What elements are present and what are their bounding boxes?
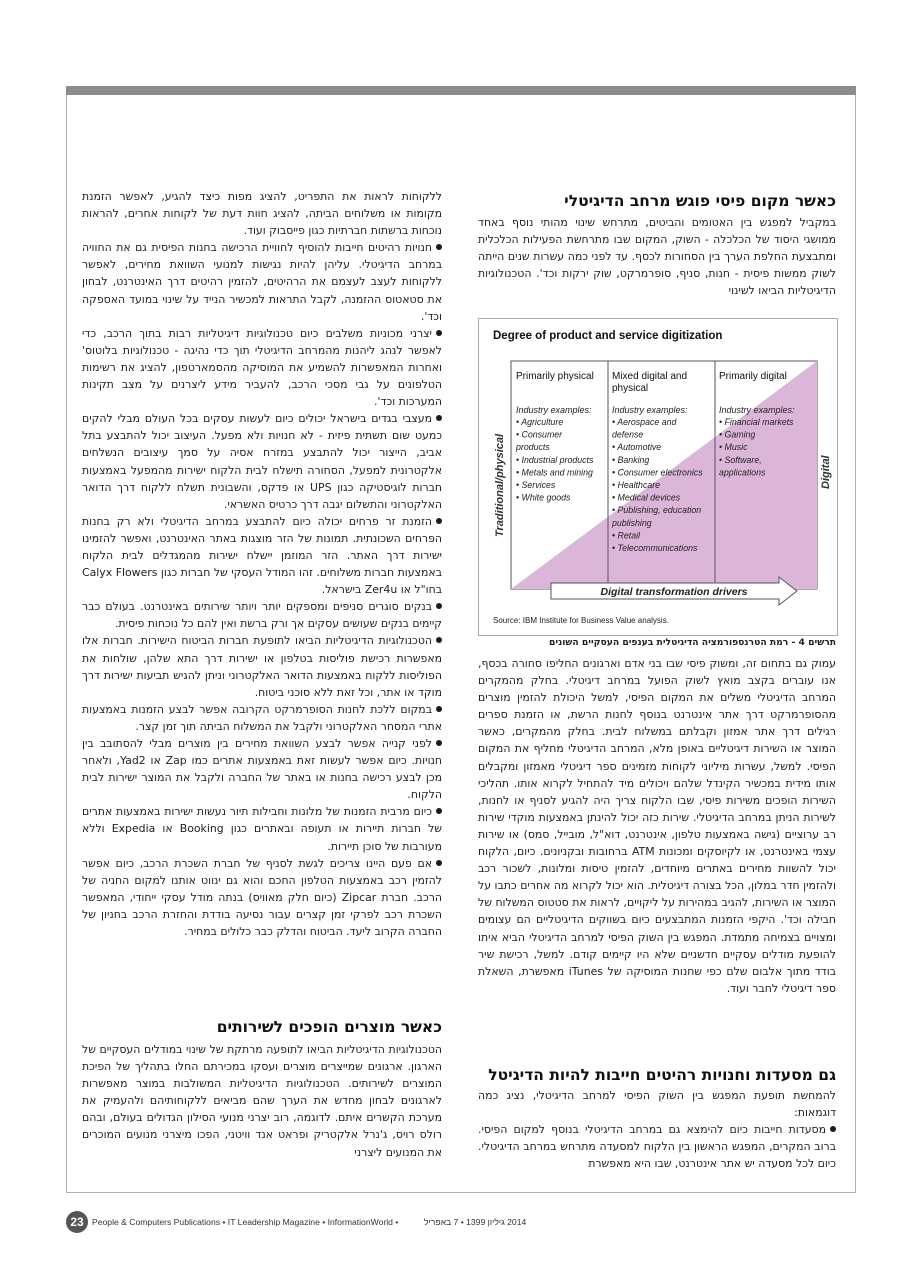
col1-title: Primarily physical xyxy=(516,371,594,382)
right-column-body xyxy=(478,655,836,997)
intro-paragraph: במקביל למפגש בין האטומים והביטים, מתרחש שינוי מהותי נוסף באחד ממושגי היסוד של הכלכלה - השוק, המקום שבו מתרחשת הפעילות הכלכלית ומתבצעת החלפת הערך בין הסחורות לכסף. עד לפני כמה עשרות שנים הייתה לשוק ממשות פיסית - חנות, סניף, סופרמרקט, שוק ירקות וכד'. הטכנולוגיות הדיגיטליות הביאו לשינוי xyxy=(478,216,836,298)
footer xyxy=(66,1209,856,1235)
left-bullet xyxy=(82,735,442,803)
industry-item: products xyxy=(516,442,550,453)
bullet-restaurants-text: מסעדות חייבות כיום להימצא גם במרחב הדיגיטלי בנוסף למקום הפיסי. ברוב המקרים, המפגש הראשון בין הלקוח למסעדה מתרחש במרחב הדיגיטלי. כיום לכל מסעדה יש אתר אינטרנט, שבו היא מאפשרת xyxy=(478,1123,836,1171)
industry-item: • Gaming xyxy=(719,429,756,440)
bullet-dot xyxy=(436,740,442,746)
left-bullet-text: הזמנת זר פרחים יכולה כיום להתבצע במרחב הדיגיטלי ולא רק בחנות הפרחים השכונתית. תמונות של הזר מוצגות באתר האינטרנט, ואפשר להזמינו ישירות דרך האתר. הזר המוזמן יישלח ישירות מהמגדלים לבית הלקוח באמצעות חברות משלוחים. זהו המודל העסקי של חברות כגון Calyx Flowers בחו"ל או Zer4u בישראל. xyxy=(82,514,442,597)
left-bullet-text: בנקים סוגרים סניפים ומספקים יותר ויותר שירותים באינטרנט. בעולם כבר קיימים בנקים שעושים עסקים אך ורק ברשת ואין להם כל נוכחות פיסית. xyxy=(82,600,442,631)
left-bullet-text: לפני קנייה אפשר לבצע השוואת מחירים בין מוצרים מבלי להסתובב בין חנויות. כיום אפשר לעשות זאת באמצעות אתרים כמו Zap או Yad2, ולאחר מכן לבצע רכישה בחנות או באתר של החברה ולקבל את המוצר ישירות לבית הלקוח. xyxy=(82,737,443,802)
industry-item: • Agriculture xyxy=(516,417,564,427)
industry-item: • Banking xyxy=(612,454,650,465)
industry-item: • Publishing, education xyxy=(612,505,702,516)
industry-item: • Healthcare xyxy=(612,480,661,490)
bullet-dot xyxy=(830,1126,836,1132)
left-column-body xyxy=(82,188,442,940)
left-bullet xyxy=(82,632,442,700)
section-heading-physical-meets-digital: כאשר מקום פיסי פוגש מרחב הדיגיטלי xyxy=(564,192,836,210)
industry-item: publishing xyxy=(612,517,652,528)
bullet-restaurants xyxy=(478,1121,836,1172)
industry-item: • Financial markets xyxy=(719,417,794,427)
bullet-dot xyxy=(436,637,442,643)
left-para-last: הטכנולוגיות הדיגיטליות הביאו לתופעה מרתקת של שינוי במודלים העסקיים של הארגון. ארגונים שמייצרים מוצרים ועסקו במכירתם החלו בתהליך של הפיכת המוצרים לשירותים. הטכנולוגיות הדיגיטליות המשולבות במוצר מאפשרות לארגונים לבחון מחדש את הערך שהם מביאים ללקוחותיהם ולהעמיק את מערכת הקשרים איתם. לדוגמה, רוב יצרני מנועי הסילון הגדולים בעולם, ובהם רולס רויס, ג'נרל אלקטריק ופראט אנד וויטני, הפכו מיצרני מנועים המוכרים את המנועים ליצרני xyxy=(82,1043,442,1159)
right-column-intro xyxy=(478,214,836,299)
bullet-dot xyxy=(436,330,442,336)
left-bullet xyxy=(82,803,442,854)
left-bullet xyxy=(82,855,442,940)
industry-item: • Software, xyxy=(719,454,762,465)
industry-item: • Medical devices xyxy=(612,492,681,503)
bullet-dot xyxy=(436,860,442,866)
footer-publications: People & Computers Publications • IT Leadership Magazine • InformationWorld • xyxy=(92,1217,399,1227)
industry-item: • Retail xyxy=(612,530,641,541)
right-axis-label: Digital xyxy=(820,455,832,489)
left-bullet-text: אם פעם היינו צריכים לגשת לסניף של חברת השכרת הרכב, כיום אפשר להזמין רכב באמצעות הטלפון החכם והוא גם ינווט אותנו למקום החניה של הרכב. חברת Zipcar (כיום חלק מאוויס) בנתה מודל עסקי ייחודי, המאפשר השכרת רכב לפרקי זמן קצרים עבור נסיעה בודדת והחזרת הרכב בחניון של החברה הקרוב ליעד. הביטוח והדלק כבר כלולים במחיר. xyxy=(82,856,442,939)
industry-item: • Music xyxy=(719,442,748,453)
col1-examples-label: Industry examples: xyxy=(516,405,592,415)
left-bullet xyxy=(82,701,442,735)
left-bullet xyxy=(82,325,442,410)
left-bullets xyxy=(82,239,442,940)
figure-title: Degree of product and service digitization xyxy=(493,330,723,342)
col3-examples-label: Industry examples: xyxy=(719,405,795,415)
body-paragraph: עמוק גם בתחום זה, ומשוק פיסי שבו בני אדם וארגונים החליפו סחורה בכסף, אנו עוברים בקצב מואץ לשוק הפועל במרחב דיגיטלי. בחלק מהמקרים המרחב הדיגיטלי משלים את המקום הפיסי, למשל היכולת להזמין מוצרים מהסופרמרקט דרך אתר אינטרנט בנוסף לחנות הרשת, או הזמנת ספרים רגילים דרך אתר אמזון וקבלתם במשלוח לבית. בחלק מהמקרים, כאשר המוצר או השירות דיגיטליים באופן מלא, המרחב הדיגיטלי מחליף את המקום הפיסי. למשל, עשרות מיליוני לקוחות מזמינים ספר דיגיטלי מאמזון ומקבלים אותו מידית במכשיר הקינדל שלהם ויכולים מיד להתחיל לקרוא אותו. תהליכי השירות הופכים משירות פיסי, שבו הלקוח צריך היה להגיע לסניף או לחנות, לשירות הניתן במרחב הדיגיטלי. שירות כזה יכול להינתן באמצעות מוקדי שירות רב ערוציים (גישה באמצעות טלפון, אינטרנט, דוא"ל, מובייל, סמס) או שירות עצמי באינטרנט, או לקיוסקים ומכונות ATM ברחובות ובקניונים. כיום, הלקוח יכול להשוות מחירים באתרים מיוחדים, להזמין טיסות ומלונות, לשכור רכב ולהזמין חדר במלון, הכל בצורה דיגיטלית. הוא יכול לקרוא מה אחרים כתבו על המוצר או השירות, להגיב במהירות על ליקויים, לראות את סטטוס המשלוח של חבילה וכד'. היקפי הזמנות המתבצעים כיום בשווקים הדיגיטליים הם עצומים ומצויים בצמיחה מתמדת. המפגש בין השוק הפיסי למרחב הדיגיטלי הביא איתו להופעת מודלים עסקיים חדשניים שלא היו קיימים קודם. למשל, רכישת שיר בודד מתוך אלבום שלם כפי שחנות המוסיקה של iTunes מאפשרת, השאלת ספר דיגיטלי לחבר ועוד. xyxy=(478,657,836,995)
left-bullet-text: במקום ללכת לחנות הסופרמרקט הקרובה אפשר לבצע הזמנות באמצעות אתרי המסחר האלקטרוני ולקבל את המשלוח הביתה תוך זמן קצר. xyxy=(82,702,442,733)
industry-item: • White goods xyxy=(516,492,571,503)
figure-caption: תרשים 4 - רמת הטרנספורמציה הדיגיטלית בענפים העסקיים השונים xyxy=(548,637,836,648)
digitization-figure xyxy=(478,318,838,636)
left-para-1: ללקוחות לראות את התפריט, להציג מפות כיצד להגיע, לאפשר הזמנת מקומות או משלוחים הביתה, להציג חוות דעת של לקוחות אחרים, להראות נוכחות ברשתות חברתיות כגון פייסבוק ועוד. xyxy=(82,190,442,238)
left-bullet-text: מעצבי בגדים בישראל יכולים כיום לעשות עסקים בכל העולם מבלי להקים כמעט שום תשתית פיזית - לא חנויות ולא מפעל. העיצוב יכול להתבצע בתל אביב, הייצור יכול להתבצע במזרח אסיה על סמך עיצובים הנשלחים אלקטרונית למפעל, הסחורה תישלח לבית הלקוח ישירות מהמפעל באמצעות חברות לוגיסטיקה כגון UPS או פדקס, והשבונית תשלח ללקוח דרך הדואר האלקטרוני והתשלום יגבה דרך כרטיס האשראי. xyxy=(82,412,442,511)
right-column-bottom xyxy=(478,1087,836,1172)
figure-source: Source: IBM Institute for Business Value analysis. xyxy=(493,616,669,625)
industry-item: • Automotive xyxy=(612,442,662,453)
left-bullet-text: חנויות רהיטים חייבות להוסיף לחוויית הרכישה בחנות הפיסית גם את החוויה במרחב הדיגיטלי. עליהן להיות נגישות למנועי השוואת מחירים, לאפשר ללקוחות לעצב לעצמם את הרהיטים, להזמין רהיטים דרך האינטרנט, לבחון את סטאטוס ההזמנה, לקבל התראות למכשיר הנייד על שינוי במועד האספקה וכד'. xyxy=(82,241,442,323)
footer-issue: 2014 גיליון 1399 • 7 באפריל xyxy=(424,1217,527,1227)
col2-title-line2: physical xyxy=(612,383,649,394)
drivers-label: Digital transformation drivers xyxy=(600,586,748,598)
frame-line-bottom xyxy=(66,1192,856,1193)
left-column-bottom xyxy=(82,1041,442,1161)
industry-item: • Services xyxy=(516,480,556,490)
left-bullet xyxy=(82,513,442,598)
left-bullet xyxy=(82,410,442,513)
industry-item: applications xyxy=(719,467,766,478)
digitization-diagram xyxy=(479,319,837,635)
page-number: 23 xyxy=(66,1211,88,1233)
industry-item: defense xyxy=(612,429,644,440)
col2-examples-label: Industry examples: xyxy=(612,405,688,415)
frame-line-left xyxy=(66,95,67,1192)
col3-title: Primarily digital xyxy=(719,371,787,382)
industry-item: • Consumer xyxy=(516,429,563,440)
examples-intro: להמחשת תופעת המפגש בין השוק הפיסי למרחב הדיגיטלי, נציג כמה דוגמאות: xyxy=(478,1089,836,1120)
left-bullet-text: כיום מרבית הזמנות של מלונות וחבילות תיור נעשות ישירות באמצעות אתרים של חברות תיירות או תעופה ובאתרים כגון Booking או Expedia וללא מעורבות של סוכן תיירות. xyxy=(82,805,443,853)
col2-title: Mixed digital and xyxy=(612,371,688,382)
industry-item: • Metals and mining xyxy=(516,467,593,478)
bullet-dot xyxy=(436,415,442,421)
left-bullet-text: יצרני מכוניות משלבים כיום טכנולוגיות דיגיטליות רבות בתוך הרכב, כדי לאפשר לנהג ליהנות מהמרחב הדיגיטלי תוך כדי נהיגה - טכנולוגיות בלוטוס' ואחרות המאפשרות להשמיע את המוסיקה מהסמארטפון, להציג את רשימות הטלפונים על גבי מסכי הרכב, להעביר מידע ליצרנים על מצב תקינות המערכות וכד'. xyxy=(82,326,442,409)
left-bullet-text: הטכנולוגיות הדיגיטליות הביאו לתופעת חברות הביטוח הישירות. חברות אלו מאפשרות רכישת פוליסות בטלפון או ישירות דרך התא שלהן, שולחות את הפוליסות ללקוח באמצעות הדואר האלקטרוני וניתן להגיש תביעות ישירות דרך מוקד או אתר, וכל זאת ללא סוכני ביטוח. xyxy=(82,634,442,699)
left-bullet xyxy=(82,598,442,632)
industry-item: • Aerospace and xyxy=(612,417,677,427)
bullet-dot xyxy=(436,808,442,814)
industry-item: • Industrial products xyxy=(516,454,594,465)
left-axis-label: Traditional/physical xyxy=(494,433,506,537)
industry-item: • Telecommunications xyxy=(612,543,698,553)
frame-line-right xyxy=(855,95,856,1192)
top-bar xyxy=(66,86,856,95)
section-heading-products-to-services: כאשר מוצרים הופכים לשירותים xyxy=(216,1018,442,1036)
left-bullet xyxy=(82,239,442,324)
bullet-dot xyxy=(436,244,442,250)
industry-item: • Consumer electronics xyxy=(612,467,703,478)
bullet-dot xyxy=(436,603,442,609)
bullet-dot xyxy=(436,706,442,712)
section-heading-restaurants: גם מסעדות וחנויות רהיטים חייבות להיות הדיגיטל xyxy=(488,1066,836,1084)
bullet-dot xyxy=(436,518,442,524)
